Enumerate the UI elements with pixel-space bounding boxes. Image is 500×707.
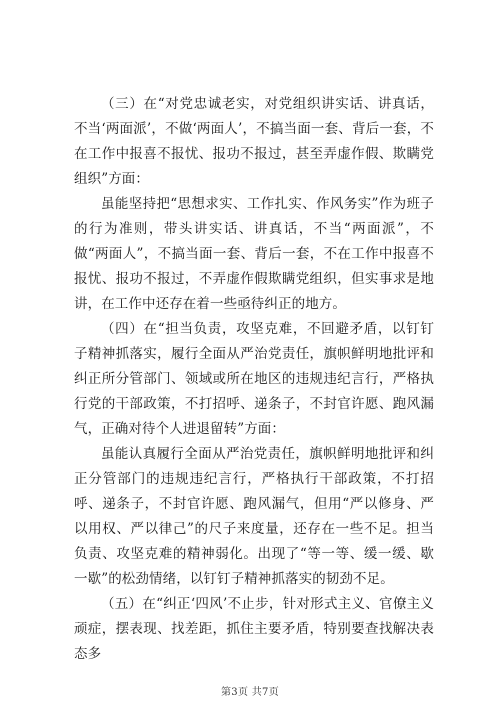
paragraph-section-5-heading: （五）在“纠正‘四风’不止步，针对形式主义、官僚主义顽症，摆表现、找差距，抓住主要矛盾，特别要查找解决表态多 xyxy=(74,596,434,662)
paragraph-section-3-body: 虽能坚持把“思想求实、工作扎实、作风务实”作为班子的行为准则，带头讲实话、讲真话，不当“两面派”，不做“两面人”，不搞当面一套、背后一套，不在工作中报喜不报忧、报功不报过，不弄虚作假欺瞒党组织，但实事求是地讲，在工作中还存在着一些亟待纠正的地方。 xyxy=(74,196,434,312)
page-number-footer: 第3页 共7页 xyxy=(220,687,279,698)
paragraph-section-3-heading: （三）在“对党忠诚老实，对党组织讲实话、讲真话，不当‘两面派’，不做‘两面人’，不搞当面一套、背后一套，不在工作中报喜不报忧、报功不报过，甚至弄虚作假、欺瞒党组织”方面： xyxy=(74,96,434,187)
paragraph-section-4-heading: （四）在“担当负责，攻坚克难，不回避矛盾，以钉钉子精神抓落实，履行全面从严治党责任，旗帜鲜明地批评和纠正所分管部门、领域或所在地区的违规违纪言行，严格执行党的干部政策，不打招呼、递条子，不封官许愿、跑风漏气，正确对待个人进退留转”方面： xyxy=(74,321,434,437)
paragraph-section-4-body: 虽能认真履行全面从严治党责任，旗帜鲜明地批评和纠正分管部门的违规违纪言行，严格执行干部政策，不打招呼、递条子，不封官许愿、跑风漏气，但用“严以修身、严以用权、严以律己”的尺子来度量，还存在一些不足。担当负责、攻坚克难的精神弱化。出现了“等一等、缓一缓、歇一歇”的松劲情绪，以钉钉子精神抓落实的韧劲不足。 xyxy=(74,446,434,587)
document-body xyxy=(74,92,434,667)
